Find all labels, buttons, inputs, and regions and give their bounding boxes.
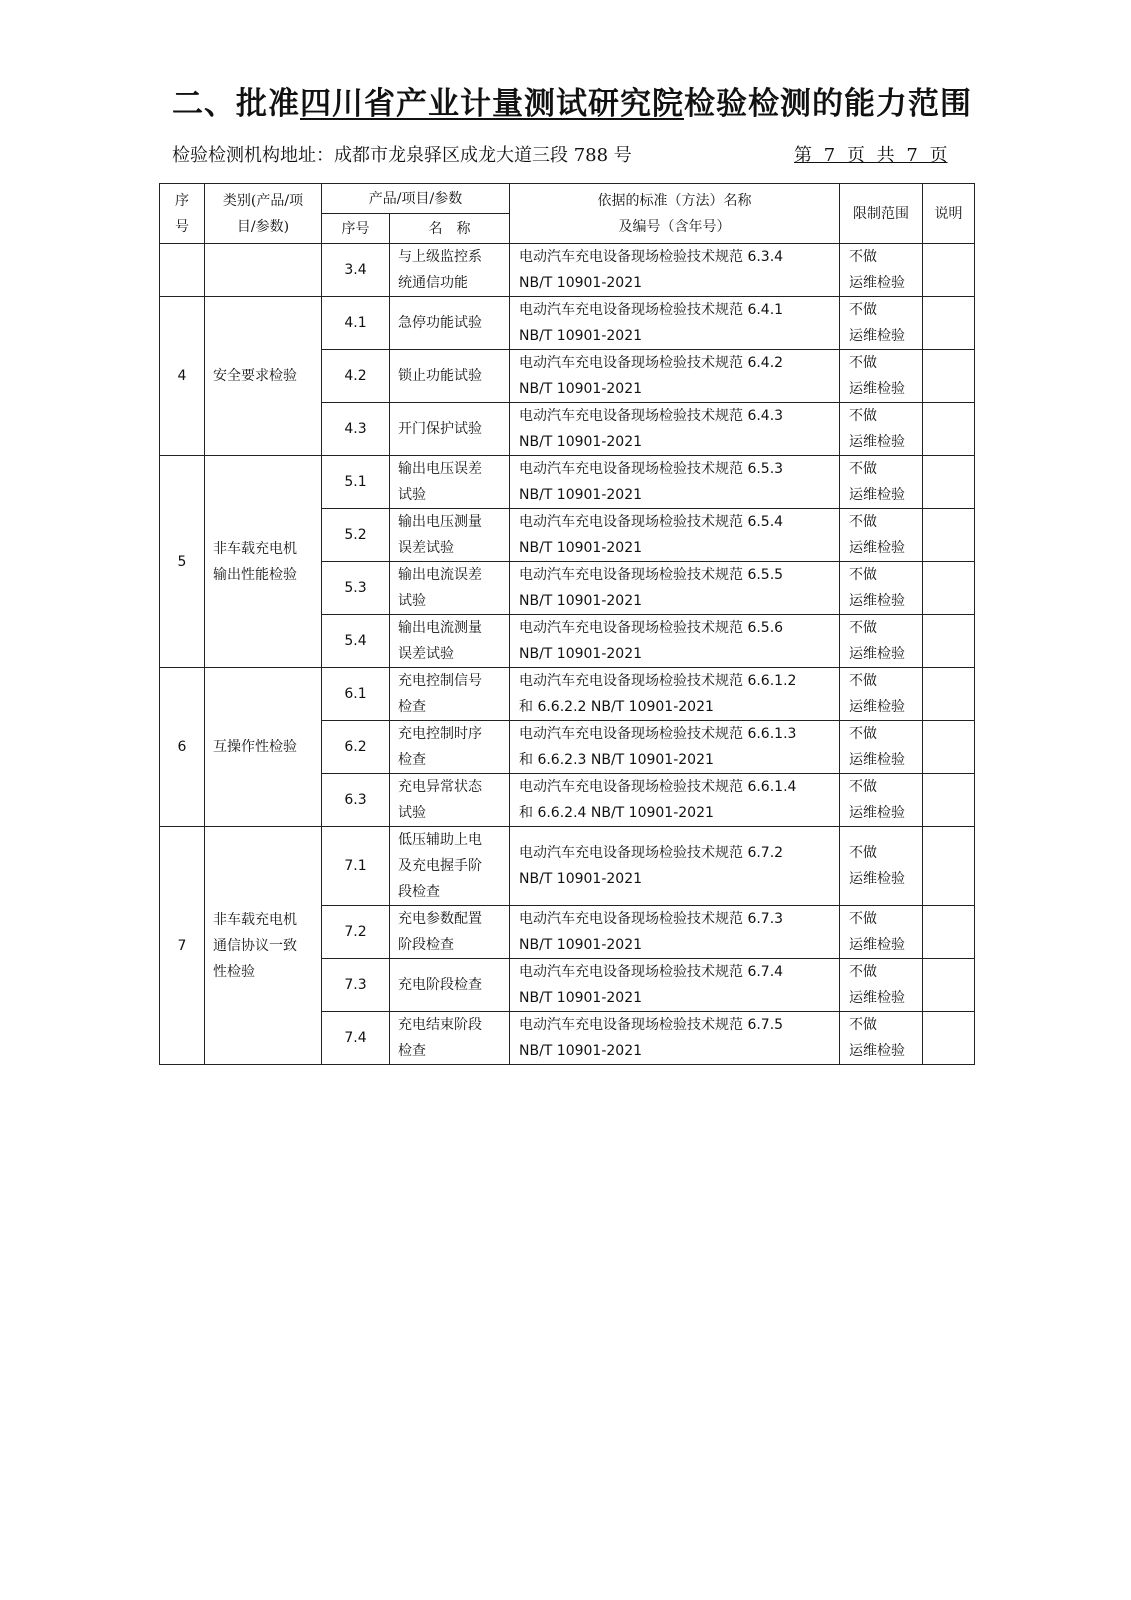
item-no: 7.1: [322, 827, 390, 906]
table-row: [160, 244, 975, 297]
item-no: 6.2: [322, 721, 390, 774]
item-note: [923, 456, 975, 509]
item-limit: 不做 运维检验: [840, 906, 923, 959]
item-standard: 电动汽车充电设备现场检验技术规范 6.5.4 NB/T 10901-2021: [510, 509, 840, 562]
item-name: 输出电压误差 试验: [390, 456, 510, 509]
item-note: [923, 615, 975, 668]
item-standard: 电动汽车充电设备现场检验技术规范 6.3.4 NB/T 10901-2021: [510, 244, 840, 297]
group-category: [205, 244, 322, 297]
header-item-seq: 序号: [322, 214, 390, 244]
item-no: 6.3: [322, 774, 390, 827]
item-limit: 不做 运维检验: [840, 403, 923, 456]
item-note: [923, 297, 975, 350]
item-standard: 电动汽车充电设备现场检验技术规范 6.7.5 NB/T 10901-2021: [510, 1012, 840, 1065]
page-title: [172, 78, 972, 123]
group-seq: 5: [160, 456, 205, 668]
item-no: 3.4: [322, 244, 390, 297]
item-name: 输出电流测量 误差试验: [390, 615, 510, 668]
item-name: 输出电流误差 试验: [390, 562, 510, 615]
item-name: 输出电压测量 误差试验: [390, 509, 510, 562]
table-header: [160, 184, 975, 244]
item-limit: 不做 运维检验: [840, 1012, 923, 1065]
item-standard: 电动汽车充电设备现场检验技术规范 6.5.3 NB/T 10901-2021: [510, 456, 840, 509]
item-name: 开门保护试验: [390, 403, 510, 456]
item-standard: 电动汽车充电设备现场检验技术规范 6.5.6 NB/T 10901-2021: [510, 615, 840, 668]
item-limit: 不做 运维检验: [840, 615, 923, 668]
title-prefix: 二、批准: [172, 86, 300, 122]
institution-address: 检验检测机构地址：成都市龙泉驿区成龙大道三段 788 号: [172, 145, 632, 166]
item-standard: 电动汽车充电设备现场检验技术规范 6.4.3 NB/T 10901-2021: [510, 403, 840, 456]
group-category: 非车载充电机 通信协议一致 性检验: [205, 827, 322, 1065]
item-name: 急停功能试验: [390, 297, 510, 350]
item-name: 充电控制信号 检查: [390, 668, 510, 721]
item-standard: 电动汽车充电设备现场检验技术规范 6.5.5 NB/T 10901-2021: [510, 562, 840, 615]
item-limit: 不做 运维检验: [840, 721, 923, 774]
item-note: [923, 959, 975, 1012]
item-no: 6.1: [322, 668, 390, 721]
item-no: 5.3: [322, 562, 390, 615]
header-limit: 限制范围: [840, 184, 923, 244]
item-name: 低压辅助上电 及充电握手阶 段检查: [390, 827, 510, 906]
header-item-name: 名 称: [390, 214, 510, 244]
item-note: [923, 509, 975, 562]
header-standard: 依据的标准（方法）名称 及编号（含年号）: [510, 184, 840, 244]
table-row: [160, 456, 975, 509]
item-note: [923, 906, 975, 959]
header-note: 说明: [923, 184, 975, 244]
title-suffix: 检验检测的能力范围: [684, 86, 972, 122]
table-row: [160, 827, 975, 906]
item-no: 7.2: [322, 906, 390, 959]
group-category: 安全要求检验: [205, 297, 322, 456]
item-limit: 不做 运维检验: [840, 827, 923, 906]
capability-table: [159, 183, 975, 1065]
item-limit: 不做 运维检验: [840, 562, 923, 615]
item-name: 充电阶段检查: [390, 959, 510, 1012]
item-name: 充电控制时序 检查: [390, 721, 510, 774]
item-note: [923, 403, 975, 456]
item-no: 4.1: [322, 297, 390, 350]
item-name: 锁止功能试验: [390, 350, 510, 403]
page-number: 第 7 页 共 7 页: [794, 145, 948, 166]
table-row: [160, 668, 975, 721]
item-name: 充电参数配置 阶段检查: [390, 906, 510, 959]
item-limit: 不做 运维检验: [840, 668, 923, 721]
item-name: 充电结束阶段 检查: [390, 1012, 510, 1065]
group-category: 非车载充电机 输出性能检验: [205, 456, 322, 668]
item-limit: 不做 运维检验: [840, 509, 923, 562]
item-no: 5.2: [322, 509, 390, 562]
item-note: [923, 721, 975, 774]
item-standard: 电动汽车充电设备现场检验技术规范 6.6.1.4 和 6.6.2.4 NB/T 10901-2021: [510, 774, 840, 827]
item-note: [923, 827, 975, 906]
item-no: 5.1: [322, 456, 390, 509]
item-limit: 不做 运维检验: [840, 350, 923, 403]
item-standard: 电动汽车充电设备现场检验技术规范 6.6.1.3 和 6.6.2.3 NB/T 10901-2021: [510, 721, 840, 774]
item-limit: 不做 运维检验: [840, 297, 923, 350]
table-row: [160, 297, 975, 350]
group-seq: 6: [160, 668, 205, 827]
item-limit: 不做 运维检验: [840, 959, 923, 1012]
item-note: [923, 668, 975, 721]
group-seq: 7: [160, 827, 205, 1065]
item-standard: 电动汽车充电设备现场检验技术规范 6.6.1.2 和 6.6.2.2 NB/T 10901-2021: [510, 668, 840, 721]
item-name: 充电异常状态 试验: [390, 774, 510, 827]
item-no: 5.4: [322, 615, 390, 668]
item-no: 7.4: [322, 1012, 390, 1065]
item-limit: 不做 运维检验: [840, 456, 923, 509]
table-body: [160, 244, 975, 1065]
item-no: 4.2: [322, 350, 390, 403]
item-note: [923, 244, 975, 297]
header-seq: 序 号: [160, 184, 205, 244]
title-organization: 四川省产业计量测试研究院: [300, 86, 684, 122]
item-no: 4.3: [322, 403, 390, 456]
header-category: 类别(产品/项 目/参数): [205, 184, 322, 244]
item-standard: 电动汽车充电设备现场检验技术规范 6.7.3 NB/T 10901-2021: [510, 906, 840, 959]
item-note: [923, 350, 975, 403]
group-seq: [160, 244, 205, 297]
item-limit: 不做 运维检验: [840, 774, 923, 827]
item-limit: 不做 运维检验: [840, 244, 923, 297]
item-name: 与上级监控系 统通信功能: [390, 244, 510, 297]
item-no: 7.3: [322, 959, 390, 1012]
item-note: [923, 562, 975, 615]
item-standard: 电动汽车充电设备现场检验技术规范 6.7.2 NB/T 10901-2021: [510, 827, 840, 906]
item-note: [923, 1012, 975, 1065]
item-standard: 电动汽车充电设备现场检验技术规范 6.4.1 NB/T 10901-2021: [510, 297, 840, 350]
item-standard: 电动汽车充电设备现场检验技术规范 6.7.4 NB/T 10901-2021: [510, 959, 840, 1012]
group-category: 互操作性检验: [205, 668, 322, 827]
item-standard: 电动汽车充电设备现场检验技术规范 6.4.2 NB/T 10901-2021: [510, 350, 840, 403]
group-seq: 4: [160, 297, 205, 456]
item-note: [923, 774, 975, 827]
header-item-group: 产品/项目/参数: [322, 184, 510, 214]
